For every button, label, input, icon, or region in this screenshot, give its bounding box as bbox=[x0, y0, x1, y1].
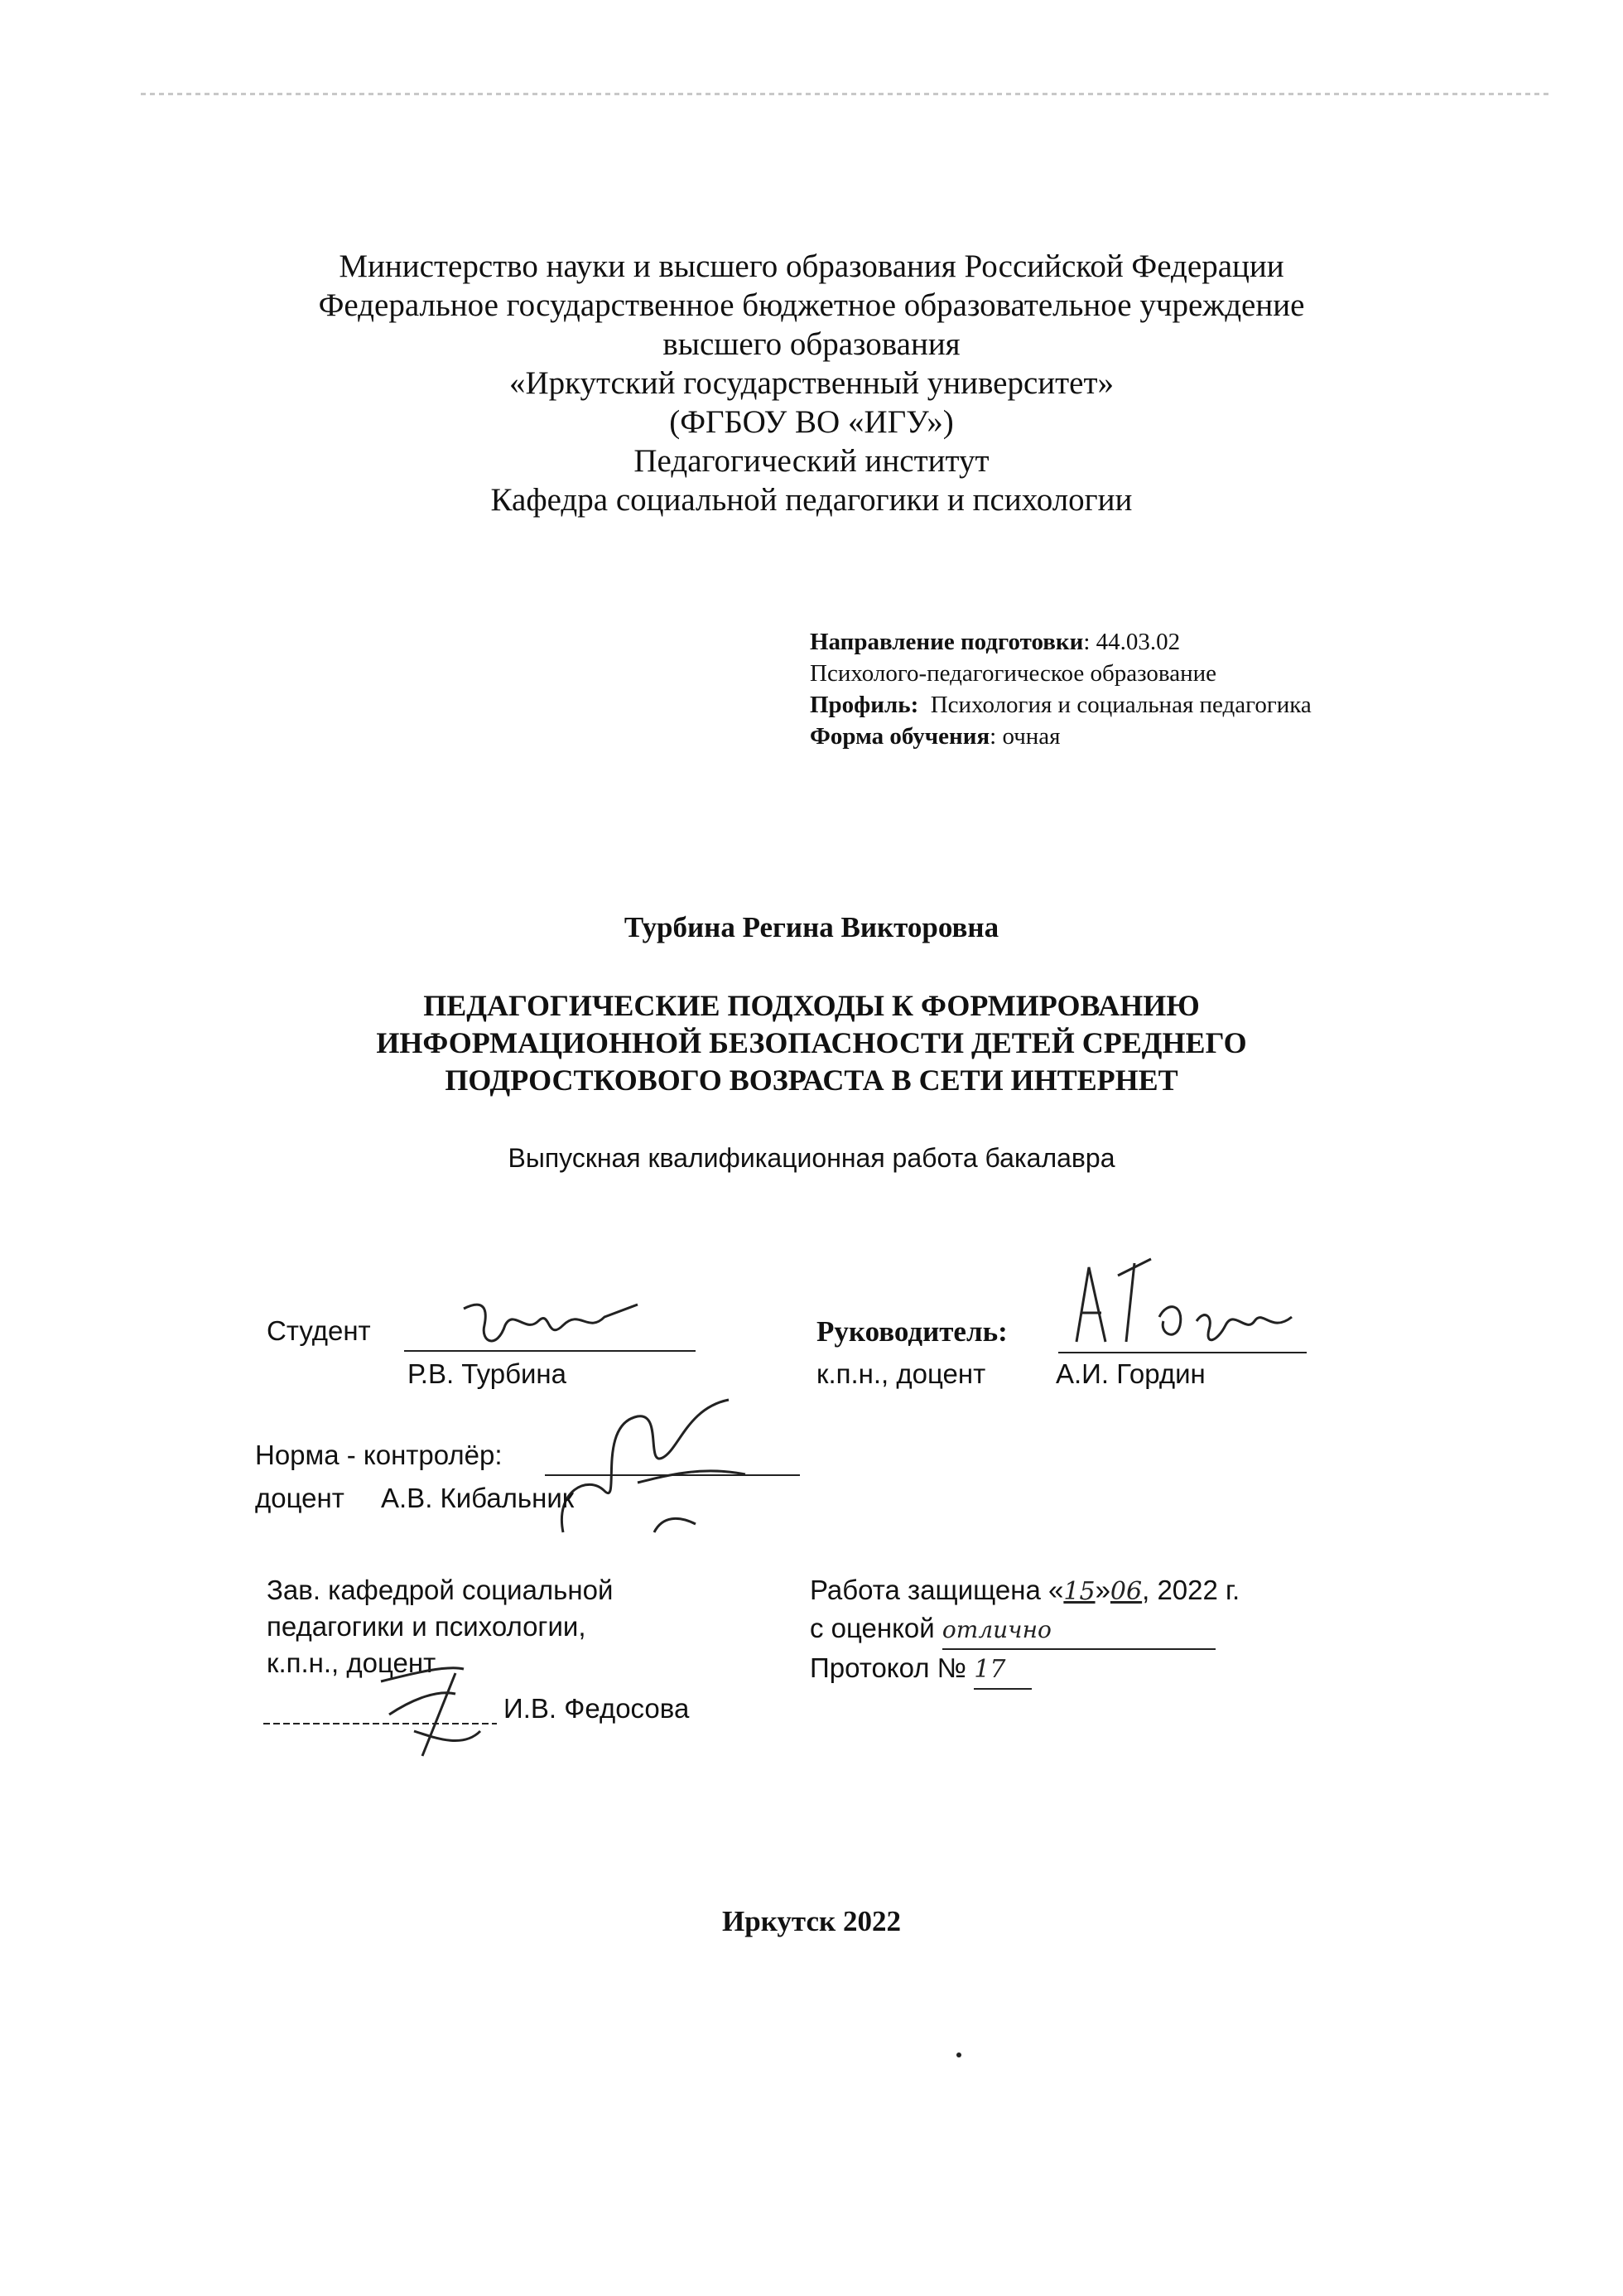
title-line: ПОДРОСТКОВОГО ВОЗРАСТА В СЕТИ ИНТЕРНЕТ bbox=[445, 1064, 1178, 1097]
defense-day: 15 bbox=[1063, 1577, 1096, 1606]
profile-label: Профиль: bbox=[810, 692, 919, 718]
profile-value: Психология и социальная педагогика bbox=[930, 692, 1312, 718]
head-title-line: Зав. кафедрой социальной bbox=[267, 1575, 614, 1605]
supervisor-name: А.И. Гордин bbox=[1056, 1358, 1206, 1389]
protocol-value: 17 bbox=[974, 1652, 1032, 1690]
header-line: (ФГБОУ ВО «ИГУ») bbox=[669, 404, 954, 440]
normcontrol-name: А.В. Кибальник bbox=[381, 1483, 575, 1513]
head-title-line: к.п.н., доцент bbox=[267, 1647, 436, 1678]
defense-month: 06 bbox=[1110, 1577, 1143, 1606]
protocol-label: Протокол № bbox=[810, 1652, 967, 1683]
scan-dot bbox=[956, 2052, 961, 2057]
head-name: И.В. Федосова bbox=[503, 1693, 690, 1724]
form-value: : очная bbox=[990, 723, 1061, 750]
title-line: ПЕДАГОГИЧЕСКИЕ ПОДХОДЫ К ФОРМИРОВАНИЮ bbox=[423, 989, 1200, 1022]
head-title-line: педагогики и психологии, bbox=[267, 1611, 586, 1642]
supervisor-signature bbox=[1060, 1242, 1308, 1358]
header-line: Федеральное государственное бюджетное образовательное учреждение bbox=[318, 287, 1305, 323]
normcontrol-position: доцент bbox=[255, 1483, 344, 1513]
defense-year: 2022 г. bbox=[1157, 1575, 1240, 1605]
institution-header bbox=[0, 247, 1623, 519]
header-line: «Иркутский государственный университет» bbox=[508, 365, 1115, 401]
header-line: Кафедра социальной педагогики и психологии bbox=[490, 482, 1133, 518]
defended-mid: » bbox=[1095, 1575, 1110, 1605]
defended-prefix: Работа защищена « bbox=[810, 1575, 1064, 1605]
header-line: высшего образования bbox=[662, 326, 961, 362]
title-line: ИНФОРМАЦИОННОЙ БЕЗОПАСНОСТИ ДЕТЕЙ СРЕДНЕГО bbox=[376, 1026, 1247, 1059]
scan-artifact-line bbox=[141, 93, 1548, 95]
supervisor-position: к.п.н., доцент bbox=[816, 1358, 986, 1389]
supervisor-label: Руководитель: bbox=[816, 1315, 1008, 1348]
direction-label: Направление подготовки bbox=[810, 629, 1084, 655]
normcontrol-signature bbox=[538, 1392, 770, 1541]
head-signature bbox=[364, 1648, 497, 1764]
form-label: Форма обучения bbox=[810, 723, 990, 750]
student-label: Студент bbox=[267, 1315, 371, 1346]
header-line: Министерство науки и высшего образования Российской Федерации bbox=[339, 248, 1284, 284]
direction-value: : 44.03.02 bbox=[1083, 629, 1181, 655]
thesis-title bbox=[0, 987, 1623, 1099]
student-signature bbox=[447, 1292, 662, 1358]
grade-label: с оценкой bbox=[810, 1613, 935, 1643]
defense-block: Работа защищена «15»06, 2022 г. с оценкой отлично Протокол № 17 bbox=[810, 1572, 1240, 1690]
direction-name: Психолого-педагогическое образование bbox=[810, 660, 1217, 687]
author-name: Турбина Регина Викторовна bbox=[624, 911, 999, 943]
work-type: Выпускная квалификационная работа бакалавра bbox=[508, 1143, 1115, 1173]
grade-value: отлично bbox=[942, 1612, 1216, 1650]
city-year: Иркутск 2022 bbox=[722, 1905, 901, 1937]
student-name: Р.В. Турбина bbox=[407, 1358, 566, 1389]
header-line: Педагогический институт bbox=[633, 443, 990, 479]
normcontrol-label: Норма - контролёр: bbox=[255, 1440, 503, 1470]
program-info bbox=[810, 626, 1312, 752]
